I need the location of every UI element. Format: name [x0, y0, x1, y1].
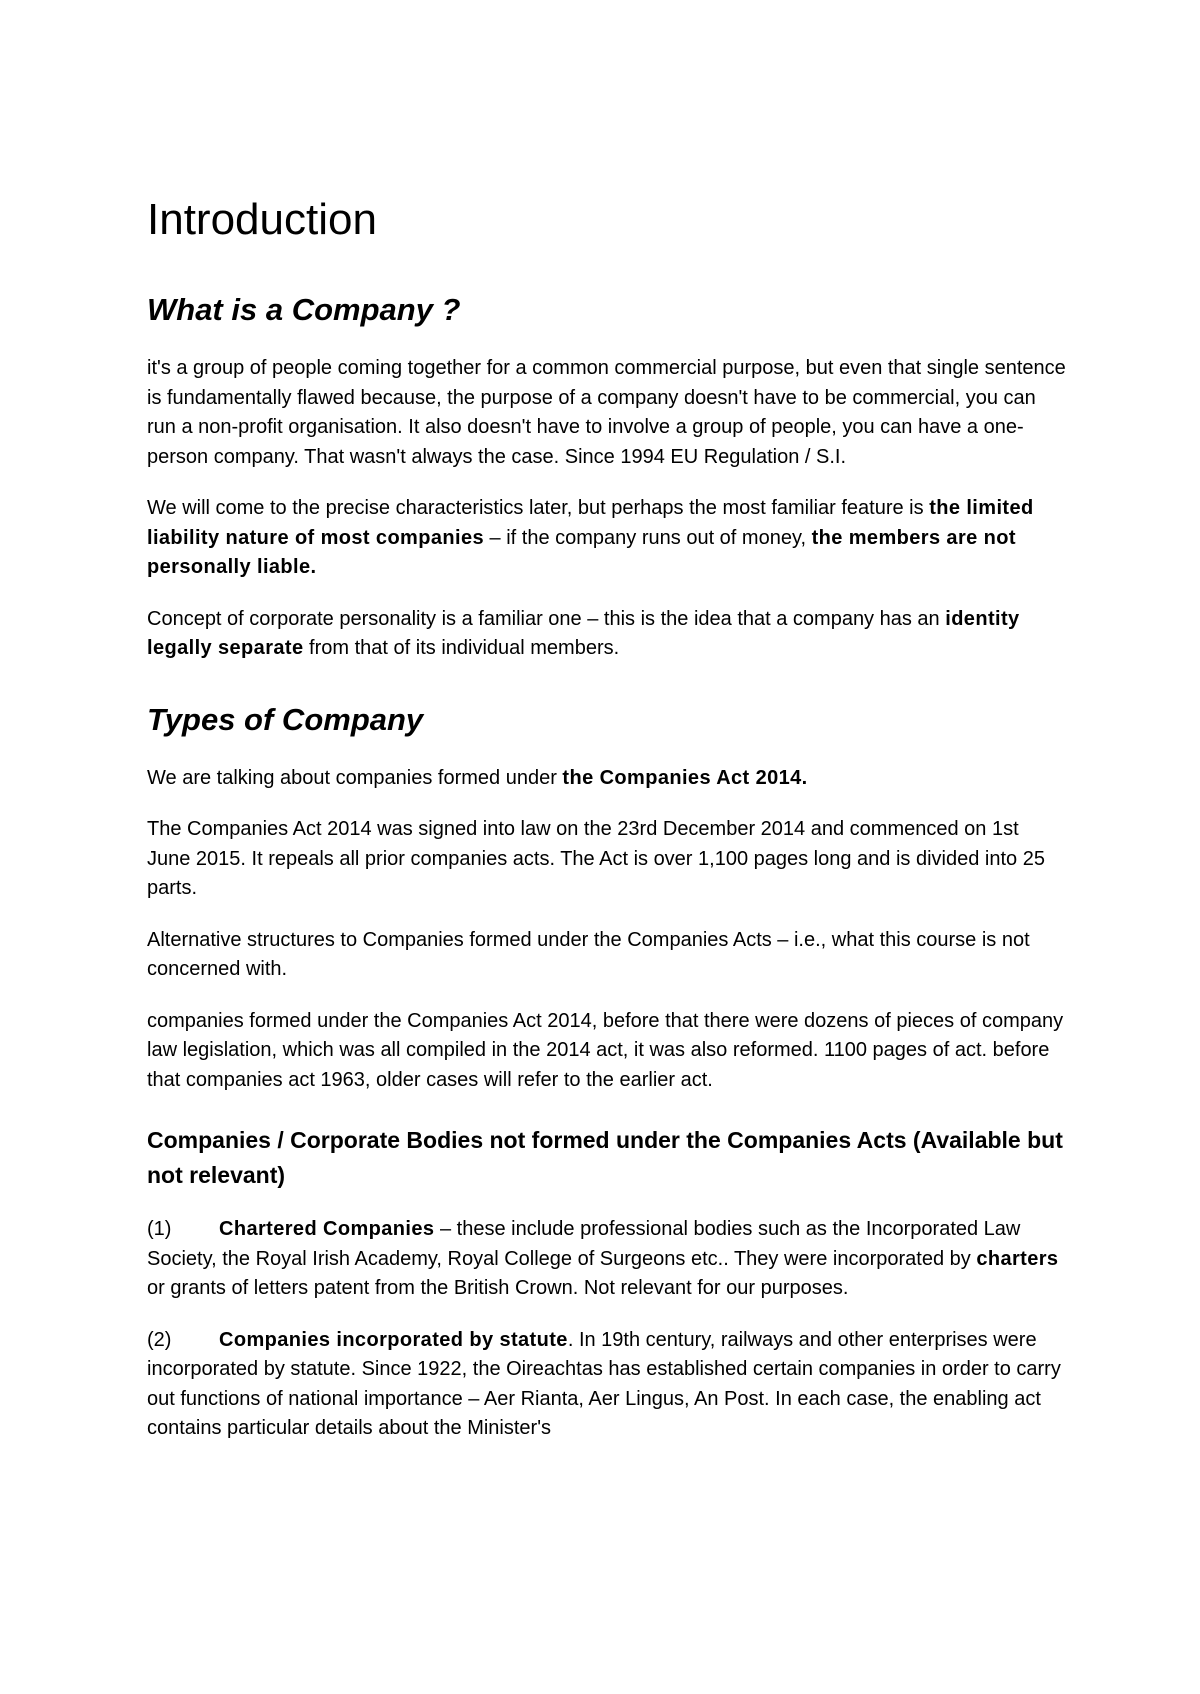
bold-text-run: Chartered Companies — [219, 1218, 435, 1240]
bold-text-run: identity legally separate — [147, 607, 1020, 659]
text-run: We will come to the precise characteristics later, but perhaps the most familiar feature is — [147, 497, 930, 519]
text-run: from that of its individual members. — [303, 637, 620, 659]
section-heading-types-of-company: Types of Company — [147, 701, 424, 737]
text-run: . In 19th century, railways and other enterprises were incorporated by statute. Since 1922, the Oireachtas has established certain companies in order to carry out functions of national importance – Aer Rianta, Aer Lingus, An Post. In each case, the enabling act contains particular details about the Minister's — [147, 1328, 1061, 1439]
paragraph-corporate-personality — [147, 605, 1067, 664]
section-heading-corporate-bodies: Companies / Corporate Bodies not formed under the Companies Acts (Available but not relevant) — [147, 1127, 1063, 1188]
bold-text-run: the Companies Act 2014. — [562, 766, 808, 789]
list-item-statutory-companies — [147, 1326, 1067, 1444]
list-number: (1) — [147, 1218, 172, 1240]
text-run: – these include professional bodies such as the Incorporated Law Society, the Royal Irish Academy, Royal College of Surgeons etc.. They were incorporated by — [147, 1218, 1021, 1270]
section-heading-what-is-a-company: What is a Company ? — [147, 292, 461, 327]
paragraph-act-details: The Companies Act 2014 was signed into law on the 23rd December 2014 and commenced on 1st June 2015. It repeals all prior companies acts. The Act is over 1,100 pages long and is divided into 25 parts. — [147, 818, 1045, 899]
text-run: We are talking about companies formed under — [147, 766, 563, 789]
paragraph-alternative-structures: Alternative structures to Companies formed under the Companies Acts – i.e., what this course is not concerned with. — [147, 928, 1030, 980]
bold-text-run: charters — [976, 1247, 1059, 1270]
paragraph-limited-liability — [147, 494, 1067, 583]
list-number: (2) — [147, 1328, 172, 1351]
paragraph-companies-act — [147, 764, 1067, 794]
text-run: or grants of letters patent from the British Crown. Not relevant for our purposes. — [147, 1277, 849, 1299]
text-run: Concept of corporate personality is a familiar one – this is the idea that a company has an — [147, 607, 946, 630]
paragraph-legislation-history: companies formed under the Companies Act 2014, before that there were dozens of pieces of company law legislation, which was all compiled in the 2014 act, it was also reformed. 1100 pages of act. before that companies act 1963, older cases will refer to the earlier act. — [147, 1009, 1064, 1091]
text-run: – if the company runs out of money, — [484, 526, 812, 549]
bold-text-run: Companies incorporated by statute — [219, 1328, 568, 1351]
list-item-chartered-companies — [147, 1215, 1067, 1304]
document-page — [147, 190, 1067, 1466]
paragraph-definition: it's a group of people coming together for a common commercial purpose, but even that single sentence is fundamentally flawed because, the purpose of a company doesn't have to be commercial, you can run a non-profit organisation. It also doesn't have to involve a group of people, you can have a one-person company. That wasn't always the case. Since 1994 EU Regulation / S.I. — [147, 357, 1066, 468]
page-title: Introduction — [147, 195, 377, 244]
bold-text-run: the limited liability nature of most companies — [147, 497, 1034, 549]
bold-text-run: the members are not personally liable. — [147, 526, 1016, 578]
